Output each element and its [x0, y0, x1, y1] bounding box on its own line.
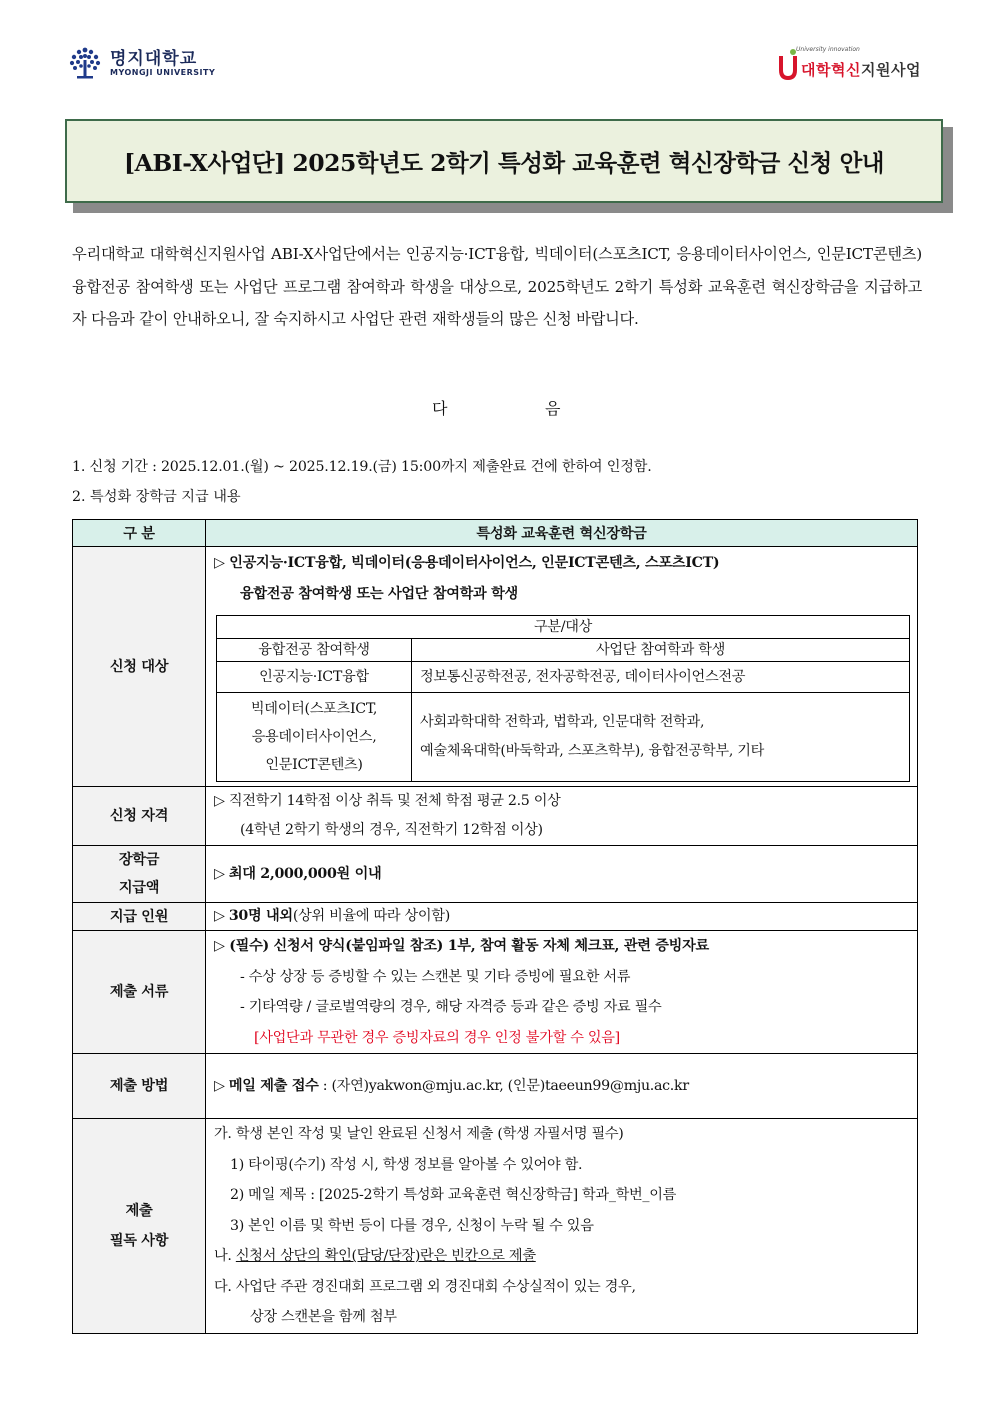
header-category: 구 분 [73, 520, 206, 547]
table-row-method [73, 1054, 918, 1119]
qualification-content [206, 787, 918, 846]
myongji-logo [66, 44, 215, 82]
inner-col2-header: 사업단 참여학과 학생 [412, 639, 910, 662]
application-period: 1. 신청 기간 : 2025.12.01.(월) ~ 2025.12.19.(금) 15:00까지 제출완료 건에 한하여 인정함. [72, 459, 652, 475]
daeum-char-1: 다 [432, 399, 448, 418]
title-box [65, 119, 943, 203]
inner-top-header: 구분/대상 [217, 616, 910, 639]
documents-warning: [사업단과 무관한 경우 증빙자료의 경우 인정 불가할 수 있음] [254, 1029, 620, 1046]
notes-line-7: 상장 스캔본을 함께 첨부 [250, 1309, 397, 1325]
people-line: ▷ 30명 내외(상위 비율에 따라 상이함) [214, 908, 450, 924]
label-qualification: 신청 자격 [73, 787, 206, 846]
logo-program-name: 대학혁신지원사업 [801, 61, 921, 79]
inner-col1-header: 융합전공 참여학생 [217, 639, 412, 662]
daeum-char-2: 음 [545, 399, 561, 418]
table-row-people [73, 903, 918, 931]
notes-line-1: 가. 학생 본인 작성 및 날인 완료된 신청서 제출 (학생 자필서명 필수) [214, 1126, 624, 1142]
method-content [206, 1054, 918, 1119]
target-line-2: 융합전공 참여학생 또는 사업단 참여학과 학생 [240, 585, 518, 602]
label-documents: 제출 서류 [73, 931, 206, 1054]
target-content [206, 547, 918, 787]
table-row-qualification [73, 787, 918, 846]
notes-line-3: 2) 메일 제목 : [2025-2학기 특성화 교육훈련 혁신장학금] 학과_학번_이름 [230, 1187, 677, 1203]
logo-small-caption: University innovation [796, 46, 860, 53]
logo-korean-name: 명지대학교 [110, 48, 198, 69]
amount-content [206, 846, 918, 903]
table-row-amount [73, 846, 918, 903]
table-header-row [73, 520, 918, 547]
header-scholarship: 특성화 교육훈련 혁신장학금 [206, 520, 918, 547]
amount-line: ▷ 최대 2,000,000원 이내 [214, 865, 382, 882]
university-innovation-logo [778, 48, 921, 80]
label-method: 제출 방법 [73, 1054, 206, 1119]
target-inner-table [216, 615, 910, 782]
documents-content [206, 931, 918, 1054]
notes-line-2: 1) 타이핑(수기) 작성 시, 학생 정보를 알아볼 수 있어야 함. [230, 1156, 583, 1173]
inner-row2-col1: 빅데이터(스포츠ICT, 응용데이터사이언스, 인문ICT콘텐츠) [217, 693, 412, 782]
notes-line-6: 다. 사업단 주관 경진대회 프로그램 외 경진대회 수상실적이 있는 경우, [214, 1278, 636, 1295]
documents-line-1: ▷ (필수) 신청서 양식(붙임파일 참조) 1부, 참여 활동 자체 체크표, 관련 증빙자료 [214, 938, 709, 954]
u-emblem-icon [778, 48, 798, 80]
logo-english-name: MYONGJI UNIVERSITY [110, 67, 216, 77]
label-people: 지급 인원 [73, 903, 206, 931]
documents-line-3: - 기타역량 / 글로벌역량의 경우, 해당 자격증 등과 같은 증빙 자료 필수 [240, 999, 662, 1015]
table-row-notes [73, 1119, 918, 1334]
target-line-1: ▷ 인공지능·ICT융합, 빅데이터(응용데이터사이언스, 인문ICT콘텐츠, 스포츠ICT) [214, 555, 720, 571]
scholarship-table [72, 519, 918, 1334]
qualification-line-2: (4학년 2학기 학생의 경우, 직전학기 12학점 이상) [240, 822, 543, 838]
method-line: ▷ 메일 제출 접수 : (자연)yakwon@mju.ac.kr, (인문)taeeun99@mju.ac.kr [214, 1077, 689, 1094]
label-notes: 제출 필독 사항 [73, 1119, 206, 1334]
people-content [206, 903, 918, 931]
label-target: 신청 대상 [73, 547, 206, 787]
notes-line-4: 3) 본인 이름 및 학번 등이 다를 경우, 신청이 누락 될 수 있음 [230, 1217, 594, 1234]
notes-line-5: 나. 신청서 상단의 확인(담당/단장)란은 빈칸으로 제출 [214, 1248, 536, 1264]
scholarship-details-heading: 2. 특성화 장학금 지급 내용 [72, 489, 241, 505]
table-row-documents [73, 931, 918, 1054]
label-amount: 장학금 지급액 [73, 846, 206, 903]
inner-row1-col2: 정보통신공학전공, 전자공학전공, 데이터사이언스전공 [412, 662, 910, 693]
documents-line-2: - 수상 상장 등 증빙할 수 있는 스캔본 및 기타 증빙에 필요한 서류 [240, 968, 631, 985]
qualification-line-1: ▷ 직전학기 14학점 이상 취득 및 전체 학점 평균 2.5 이상 [214, 793, 561, 809]
intro-paragraph: 우리대학교 대학혁신지원사업 ABI-X사업단에서는 인공지능·ICT융합, 빅데이터(스포츠ICT, 응용데이터사이언스, 인문ICT콘텐츠) 융합전공 참여학생 또는 사업단 프로그램 참여학과 학생을 대상으로, 2025학년도 2학기 특성화 교육훈련 혁신장학금을 지급하고자 다음과 같이 안내하오니, 잘 숙지하시고 사업단 관련 재학생들의 많은 신청 바랍니다. [72, 245, 922, 328]
inner-row1-col1: 인공지능·ICT융합 [217, 662, 412, 693]
tree-emblem-icon [66, 44, 104, 82]
table-row-target [73, 547, 918, 787]
inner-row2-col2: 사회과학대학 전학과, 법학과, 인문대학 전학과, 예술체육대학(바둑학과, 스포츠학부), 융합전공학부, 기타 [412, 693, 910, 782]
notes-content [206, 1119, 918, 1334]
page-title: [ABI-X사업단] 2025학년도 2학기 특성화 교육훈련 혁신장학금 신청 안내 [124, 149, 884, 177]
